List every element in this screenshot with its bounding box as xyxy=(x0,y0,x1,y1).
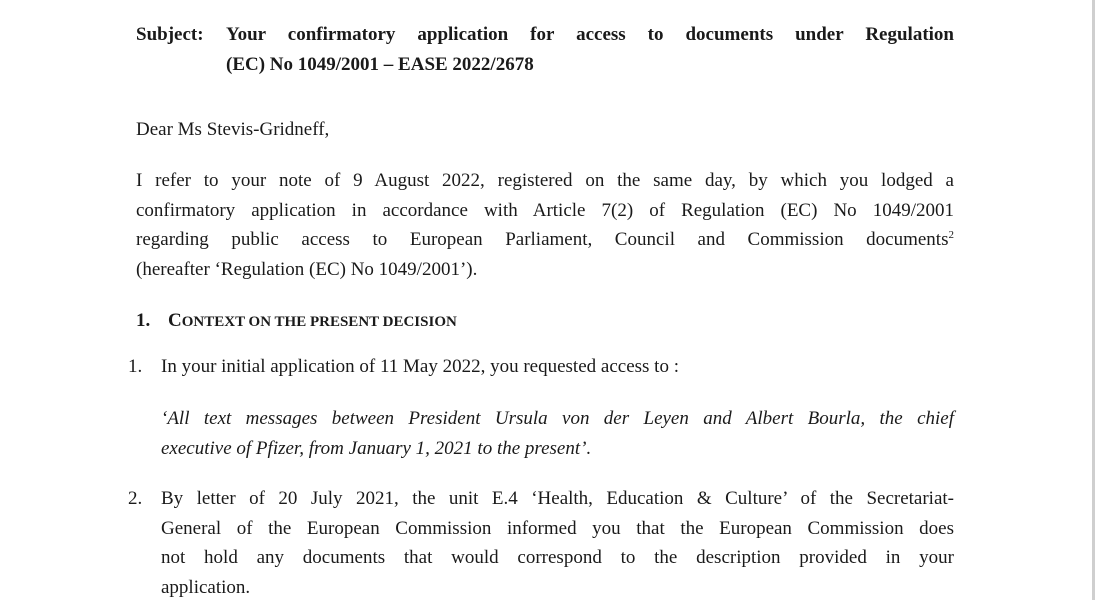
quoted-request xyxy=(161,404,954,463)
footnote-reference: 2 xyxy=(949,229,955,241)
paragraph-2-line-3: not hold any documents that would correspond to the description provided in your xyxy=(161,543,954,573)
salutation: Dear Ms Stevis-Gridneff, xyxy=(136,115,954,145)
intro-line-2: confirmatory application in accordance with Article 7(2) of Regulation (EC) No 1049/2001 xyxy=(136,196,954,226)
paragraph-body xyxy=(161,484,954,602)
section-heading xyxy=(136,306,457,337)
intro-line-3-wrapper xyxy=(136,225,954,255)
subject-row xyxy=(136,20,954,50)
paragraph-1-line-1: In your initial application of 11 May 2022, you requested access to : xyxy=(161,352,954,382)
subject-block xyxy=(136,20,954,79)
intro-line-1: I refer to your note of 9 August 2022, registered on the same day, by which you lodged a xyxy=(136,166,954,196)
section-number: 1. xyxy=(136,306,168,335)
section-title-initial: C xyxy=(168,310,182,331)
paragraph-2-line-1: By letter of 20 July 2021, the unit E.4 ‘Health, Education & Culture’ of the Secretariat- xyxy=(161,484,954,514)
intro-line-3: regarding public access to European Parliament, Council and Commission documents xyxy=(136,229,949,250)
paragraph-number: 1. xyxy=(128,352,158,382)
subject-line-1: Your confirmatory application for access to documents under Regulation xyxy=(226,20,954,50)
paragraph-body xyxy=(161,352,954,382)
intro-paragraph xyxy=(136,166,954,284)
section-title-rest: ONTEXT ON THE PRESENT DECISION xyxy=(182,314,457,330)
paragraph-2-line-4: application. xyxy=(161,573,954,602)
quote-line-2: executive of Pfizer, from January 1, 2021 to the present’. xyxy=(161,434,954,464)
subject-label: Subject: xyxy=(136,20,226,50)
subject-line-2: (EC) No 1049/2001 – EASE 2022/2678 xyxy=(136,50,954,80)
paragraph-2-line-2: General of the European Commission informed you that the European Commission does xyxy=(161,514,954,544)
paragraph-number: 2. xyxy=(128,484,158,514)
quote-line-1: ‘All text messages between President Ursula von der Leyen and Albert Bourla, the chief xyxy=(161,404,954,434)
intro-line-4: (hereafter ‘Regulation (EC) No 1049/2001’). xyxy=(136,255,954,285)
